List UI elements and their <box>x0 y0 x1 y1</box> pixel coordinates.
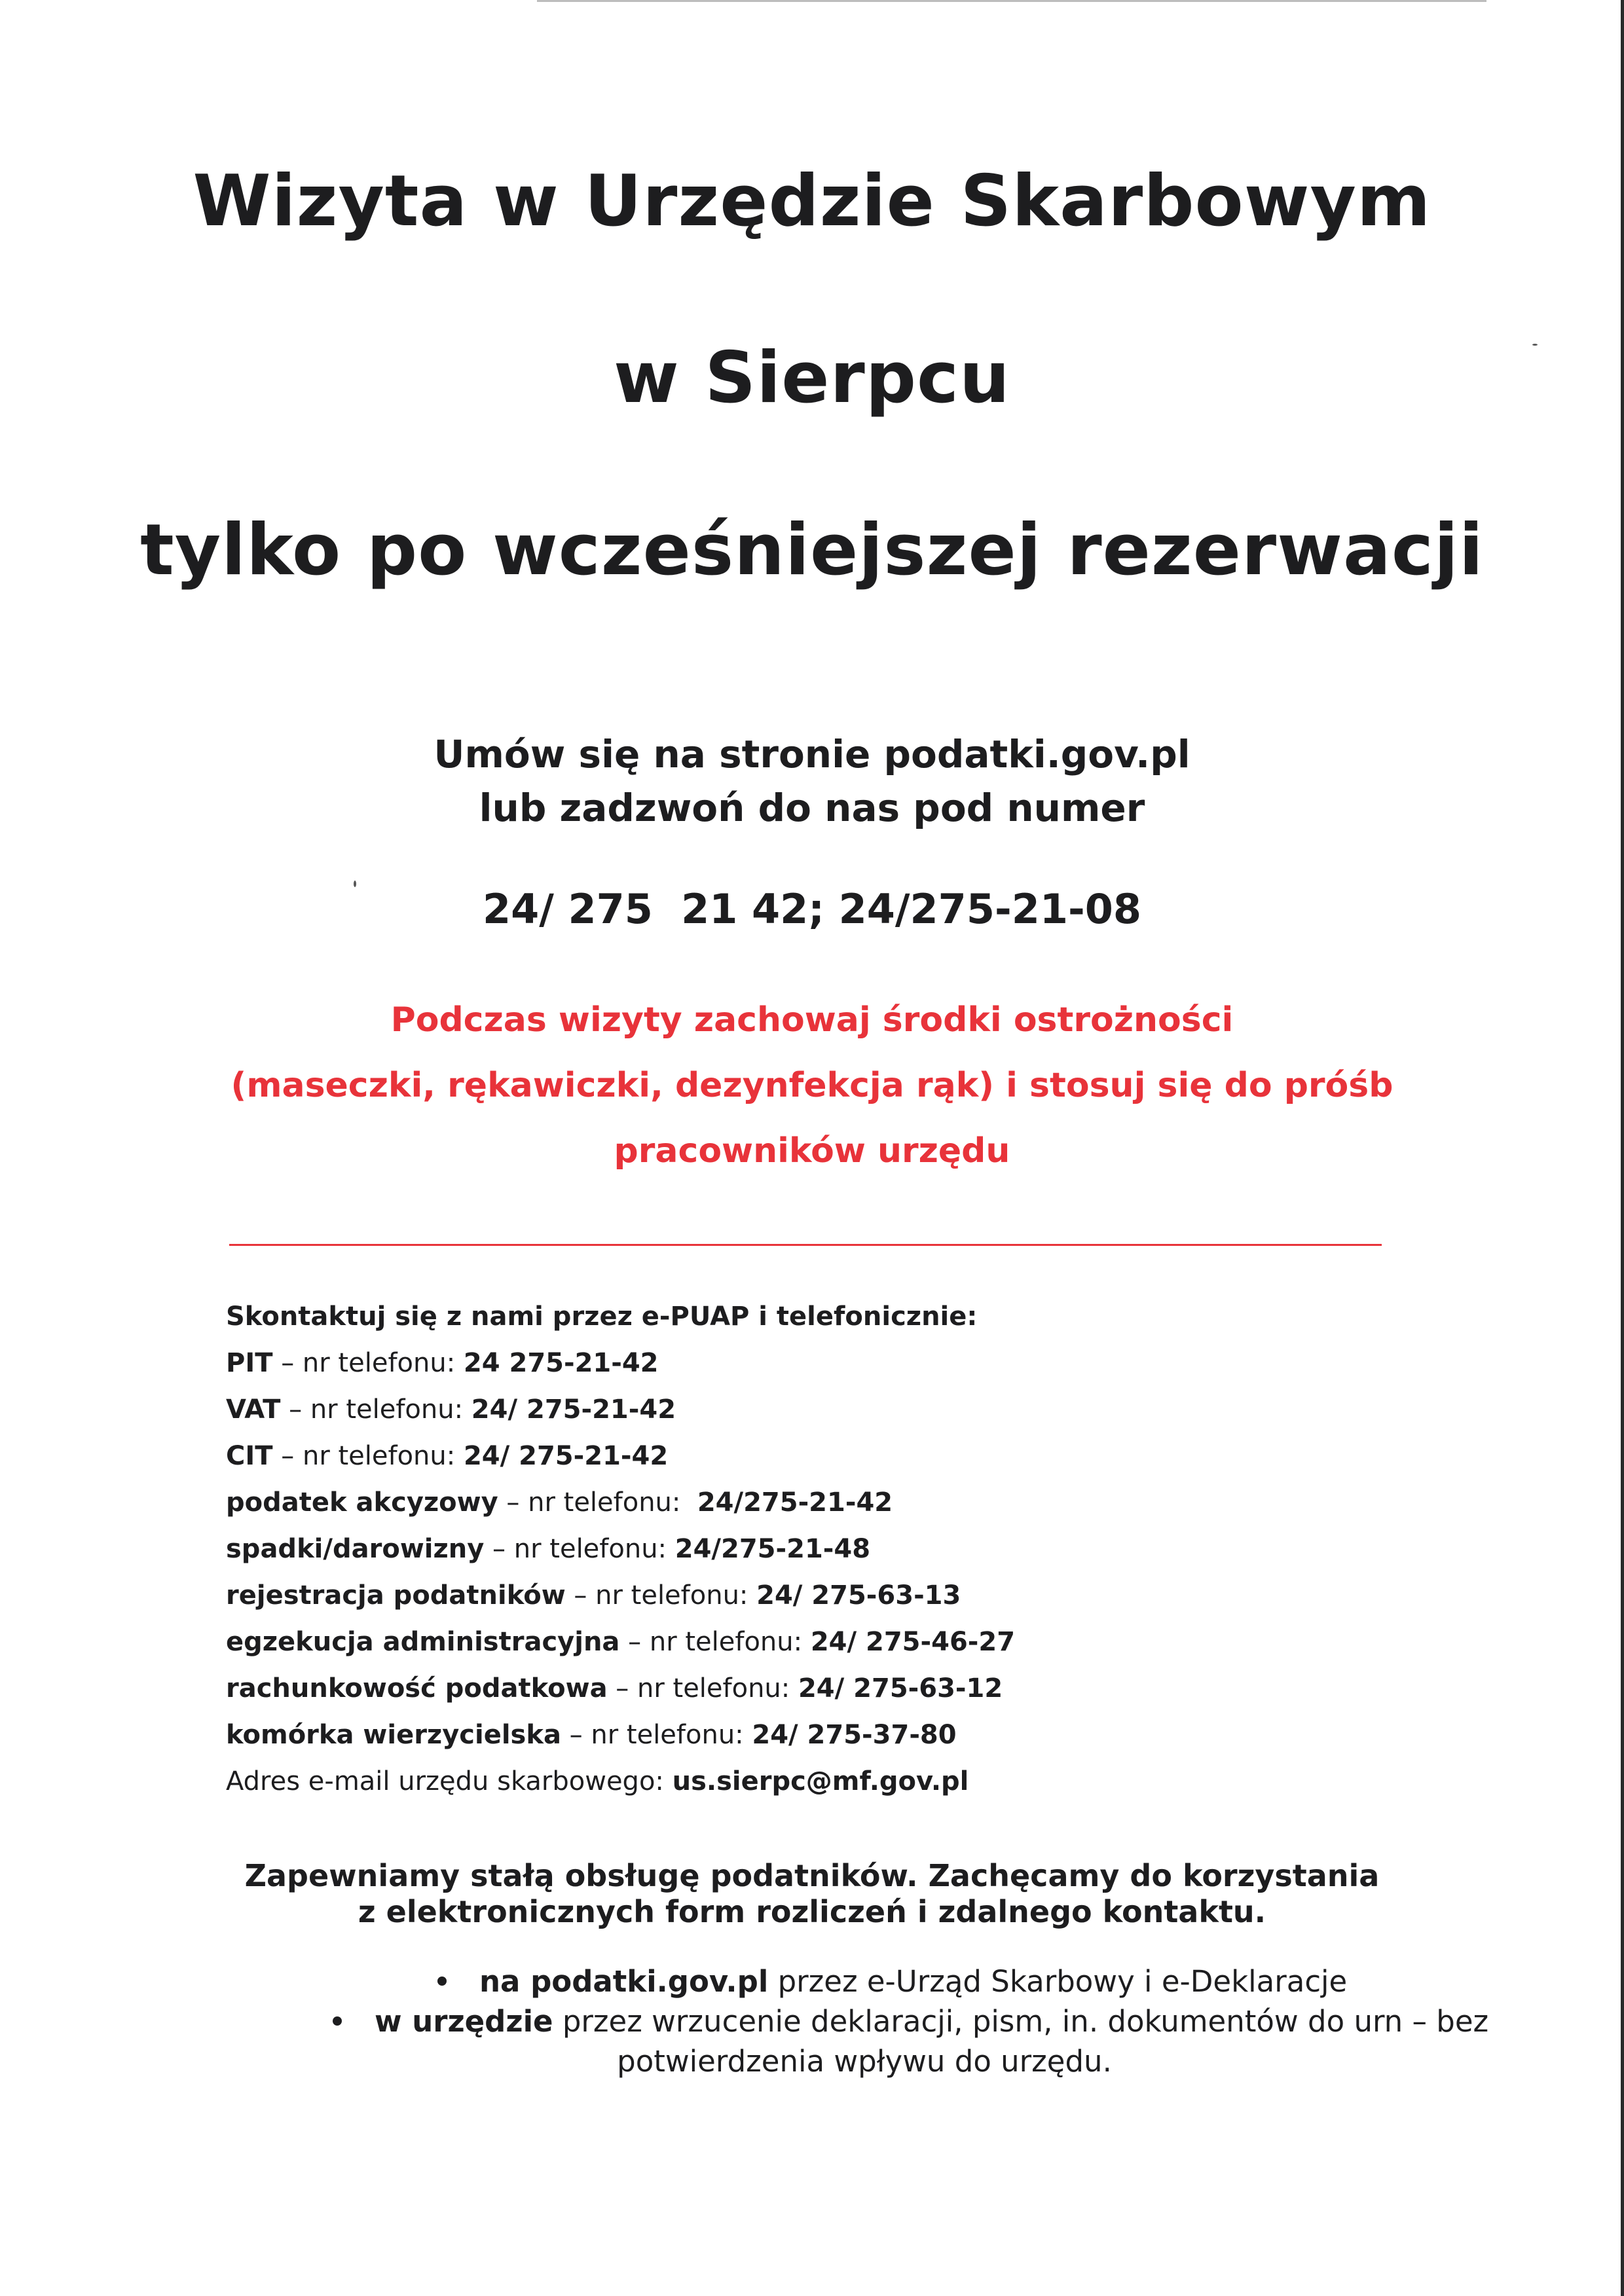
contact-row <box>226 1673 1470 1720</box>
contact-row <box>226 1627 1470 1673</box>
contact-list <box>226 1302 1470 1813</box>
contact-row <box>226 1534 1470 1580</box>
bullet-icon <box>437 1977 447 1986</box>
contact-phone-label: – nr telefonu: <box>607 1673 798 1704</box>
contact-department: rachunkowość podatkowa <box>226 1673 608 1704</box>
bullet-bold-text: w urzędzie <box>375 2004 553 2039</box>
contact-department: CIT <box>226 1441 273 1471</box>
bullet-icon <box>333 2016 342 2026</box>
contact-phone-label: – nr telefonu: <box>565 1580 757 1611</box>
contact-phone-label: – nr telefonu: <box>498 1487 697 1518</box>
booking-line-1: Umów się na stronie podatki.gov.pl <box>434 732 1190 776</box>
safety-notice-line-3: pracowników urzędu <box>614 1131 1010 1171</box>
contact-phone-label: – nr telefonu: <box>272 1441 464 1471</box>
contact-phone-label: – nr telefonu: <box>272 1348 464 1378</box>
booking-phone-numbers: 24/ 275 21 42; 24/275-21-08 <box>483 885 1141 933</box>
contact-row <box>226 1394 1470 1441</box>
contact-department: PIT <box>226 1348 273 1378</box>
footer-bullet-2-continuation: potwierdzenia wpływu do urzędu. <box>617 2044 1112 2079</box>
contact-email-row <box>226 1766 1470 1813</box>
contact-department: rejestracja podatników <box>226 1580 566 1611</box>
bullet-text: przez wrzucenie deklaracji, pism, in. dokumentów do urn – bez <box>553 2004 1489 2039</box>
email-address: us.sierpc@mf.gov.pl <box>672 1766 969 1796</box>
email-label: Adres e-mail urzędu skarbowego: <box>226 1766 673 1796</box>
contact-department: podatek akcyzowy <box>226 1487 498 1518</box>
contact-row <box>226 1720 1470 1766</box>
contact-phone-label: – nr telefonu: <box>280 1394 471 1425</box>
contact-phone: 24/ 275-21-42 <box>463 1441 669 1471</box>
contact-row <box>226 1487 1470 1534</box>
safety-notice-line-2: (maseczki, rękawiczki, dezynfekcja rąk) i stosuj się do próśb <box>231 1066 1393 1105</box>
contact-phone: 24 275-21-42 <box>463 1348 659 1378</box>
red-divider <box>229 1244 1382 1246</box>
contact-phone: 24/ 275-63-13 <box>756 1580 961 1611</box>
contact-phone: 24/ 275-37-80 <box>752 1720 957 1750</box>
contact-department: spadki/darowizny <box>226 1534 485 1564</box>
contact-phone: 24/ 275-63-12 <box>798 1673 1003 1704</box>
footer-bullet-1 <box>437 1964 1347 1999</box>
page-title-line-2: w Sierpcu <box>614 337 1010 419</box>
booking-line-2: lub zadzwoń do nas pod numer <box>479 786 1145 830</box>
contact-row <box>226 1348 1470 1394</box>
contact-row <box>226 1441 1470 1487</box>
bullet-text: przez e-Urząd Skarbowy i e-Deklaracje <box>768 1964 1348 1999</box>
contact-phone: 24/275-21-48 <box>674 1534 871 1564</box>
bullet-bold-text: na podatki.gov.pl <box>479 1964 769 1999</box>
page-title-line-1: Wizyta w Urzędzie Skarbowym <box>193 160 1431 242</box>
contact-department: VAT <box>226 1394 281 1425</box>
safety-notice-line-1: Podczas wizyty zachowaj środki ostrożności <box>390 1000 1234 1040</box>
contact-phone-label: – nr telefonu: <box>619 1627 811 1657</box>
scan-edge-top <box>537 0 1486 2</box>
footer-line-1: Zapewniamy stałą obsługę podatników. Zachęcamy do korzystania <box>244 1858 1380 1893</box>
contact-phone: 24/275-21-42 <box>697 1487 893 1518</box>
contact-row <box>226 1580 1470 1627</box>
footer-bullet-2 <box>333 2004 1488 2039</box>
contact-phone: 24/ 275-46-27 <box>810 1627 1016 1657</box>
contact-heading: Skontaktuj się z nami przez e-PUAP i telefonicznie: <box>226 1302 978 1332</box>
contact-department: egzekucja administracyjna <box>226 1627 620 1657</box>
contact-phone: 24/ 275-21-42 <box>471 1394 676 1425</box>
page-title-line-3: tylko po wcześniejszej rezerwacji <box>140 509 1484 591</box>
contact-phone-label: – nr telefonu: <box>484 1534 675 1564</box>
footer-line-2: z elektronicznych form rozliczeń i zdalnego kontaktu. <box>358 1894 1266 1929</box>
contact-department: komórka wierzycielska <box>226 1720 561 1750</box>
contact-phone-label: – nr telefonu: <box>561 1720 752 1750</box>
